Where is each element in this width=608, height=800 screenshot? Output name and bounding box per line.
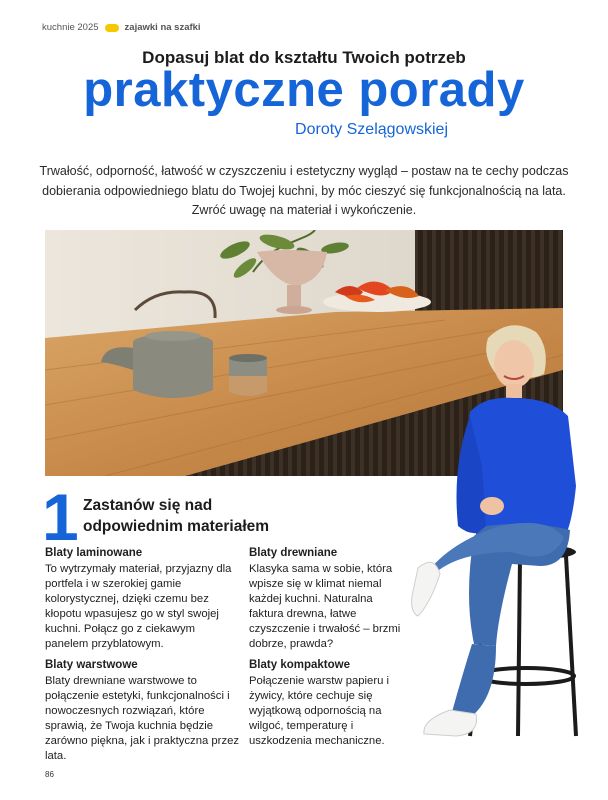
section-marker-icon xyxy=(105,24,119,32)
section-text-laminowane: To wytrzymały materiał, przyjazny dla portfela i w szerokiej gamie kolorystycznej, dzięki czemu bez kłopotu wpasujesz go w styl swojej kuchni. Połącz go z ciekawym panelem przyblatowym. xyxy=(45,563,232,650)
article-byline: Doroty Szelągowskiej xyxy=(295,121,448,138)
step-number: 1 xyxy=(42,480,79,554)
page-number: 86 xyxy=(45,770,54,779)
left-column xyxy=(45,546,240,770)
right-column xyxy=(249,546,409,755)
step-title-line-1: Zastanów się nad xyxy=(83,497,213,514)
page-header xyxy=(42,22,201,33)
article-subtitle: Dopasuj blat do kształtu Twoich potrzeb xyxy=(142,48,466,67)
section-heading-kompaktowe: Blaty kompaktowe xyxy=(249,659,350,671)
section-text-warstwowe: Blaty drewniane warstwowe to połączenie estetyki, funkcjonalności i nowoczesnych rozwiązań, które sprawią, że Twoja kuchnia będzie zarówno piękna, jak i praktyczna przez lata. xyxy=(45,675,240,762)
section-label: zajawki na szafki xyxy=(124,22,201,33)
article-intro: Trwałość, odporność, łatwość w czyszczeniu i estetyczny wygląd – postaw na te cechy podczas dobierania odpowiedniego blatu do Twojej kuchni, by móc cieszyć się funkcjonalnością na lata. Zwróć uwagę na materiał i wykończenie. xyxy=(39,164,569,217)
article-title: praktyczne porady xyxy=(83,63,525,117)
section-heading-drewniane: Blaty drewniane xyxy=(249,547,338,559)
section-heading-warstwowe: Blaty warstwowe xyxy=(45,659,138,671)
issue-label: kuchnie 2025 xyxy=(42,22,99,33)
section-text-drewniane: Klasyka sama w sobie, która wpisze się w klimat niemal każdej kuchni. Naturalna faktura drewna, łatwe czyszczenie i trwałość – brzmi dobrze, prawda? xyxy=(249,563,401,650)
step-title-line-2: odpowiednim materiałem xyxy=(83,518,270,535)
author-portrait-photo xyxy=(400,316,590,756)
step-title xyxy=(83,495,269,537)
section-heading-laminowane: Blaty laminowane xyxy=(45,547,143,559)
section-text-kompaktowe: Połączenie warstw papieru i żywicy, które cechuje się wyjątkową odpornością na wilgoć, temperaturę i uszkodzenia mechaniczne. xyxy=(249,675,390,747)
